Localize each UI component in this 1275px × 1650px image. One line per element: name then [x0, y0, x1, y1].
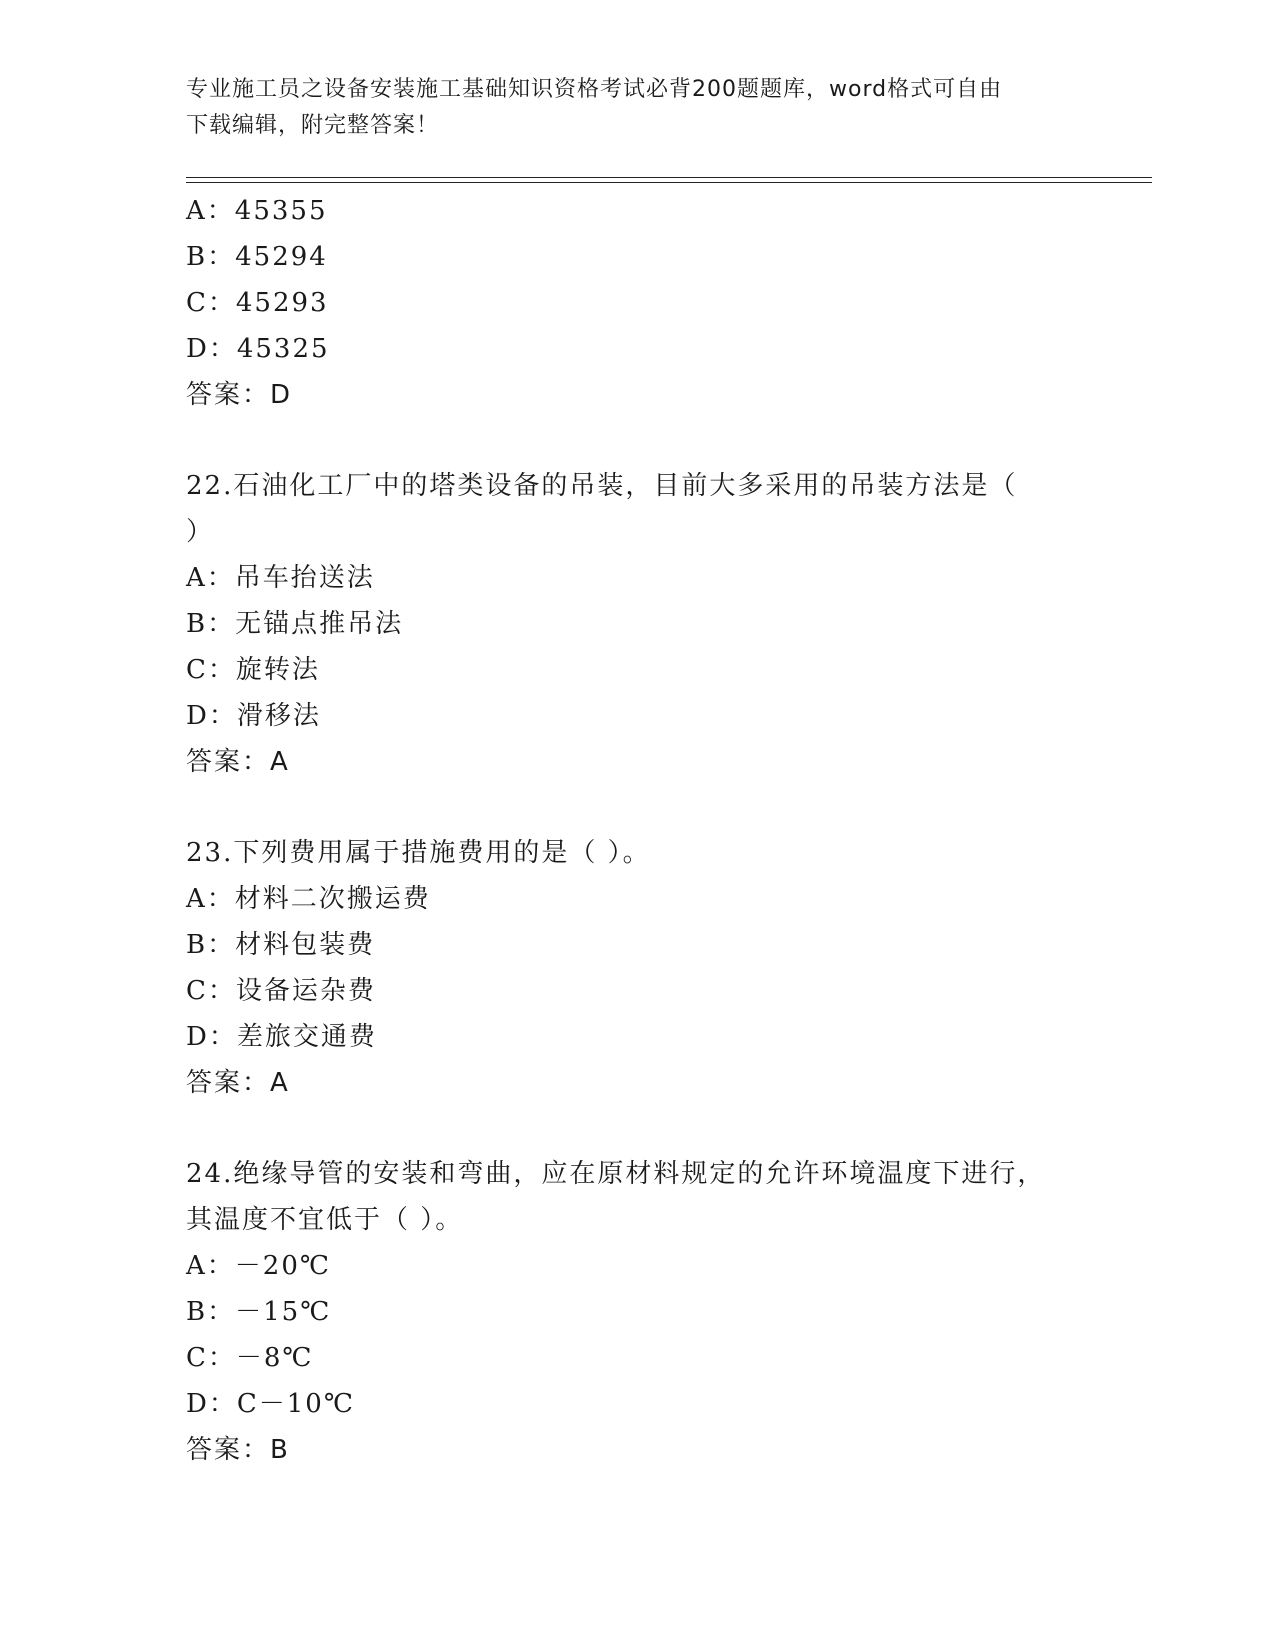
option-c: C：45293 [186, 288, 329, 318]
option-a: A：45355 [186, 196, 328, 226]
header-divider-top [186, 177, 1152, 178]
question-text-continued: ） [186, 517, 215, 547]
option-b: B：45294 [186, 242, 328, 272]
option-c: C：设备运杂费 [186, 976, 376, 1006]
question-text: 22.石油化工厂中的塔类设备的吊装，目前大多采用的吊装方法是（ [186, 471, 1018, 501]
option-a: A：吊车抬送法 [186, 563, 375, 593]
option-b: B：材料包装费 [186, 930, 376, 960]
question-23 [186, 830, 1086, 1106]
question-text: 23.下列费用属于措施费用的是（ ）。 [186, 838, 651, 868]
question-text: 24.绝缘导管的安装和弯曲，应在原材料规定的允许环境温度下进行， [186, 1159, 1046, 1189]
option-d: D：滑移法 [186, 701, 321, 731]
option-c: C：－8℃ [186, 1343, 314, 1373]
spacer [186, 785, 1086, 830]
option-b: B：无锚点推吊法 [186, 609, 404, 639]
answer-line: 答案：A [186, 1068, 290, 1098]
document-header [186, 72, 1086, 144]
option-a: A：－20℃ [186, 1251, 331, 1281]
option-a: A：材料二次搬运费 [186, 884, 431, 914]
option-c: C：旋转法 [186, 655, 320, 685]
option-d: D：C－10℃ [186, 1389, 355, 1419]
answer-line: 答案：B [186, 1435, 290, 1465]
header-divider-bottom [186, 182, 1152, 183]
question-22 [186, 463, 1086, 785]
spacer [186, 1106, 1086, 1151]
header-title-line-2: 下载编辑，附完整答案！ [186, 113, 440, 138]
option-d: D：差旅交通费 [186, 1022, 377, 1052]
answer-line: 答案：A [186, 747, 290, 777]
question-21 [186, 188, 1086, 418]
option-b: B：－15℃ [186, 1297, 332, 1327]
question-text-continued: 其温度不宜低于（ ）。 [186, 1205, 464, 1235]
option-d: D：45325 [186, 334, 330, 364]
answer-line: 答案：D [186, 380, 293, 410]
spacer [186, 418, 1086, 463]
header-title-line-1: 专业施工员之设备安装施工基础知识资格考试必背200题题库，word格式可自由 [186, 77, 1003, 102]
question-24 [186, 1151, 1086, 1473]
question-content [186, 188, 1086, 1473]
